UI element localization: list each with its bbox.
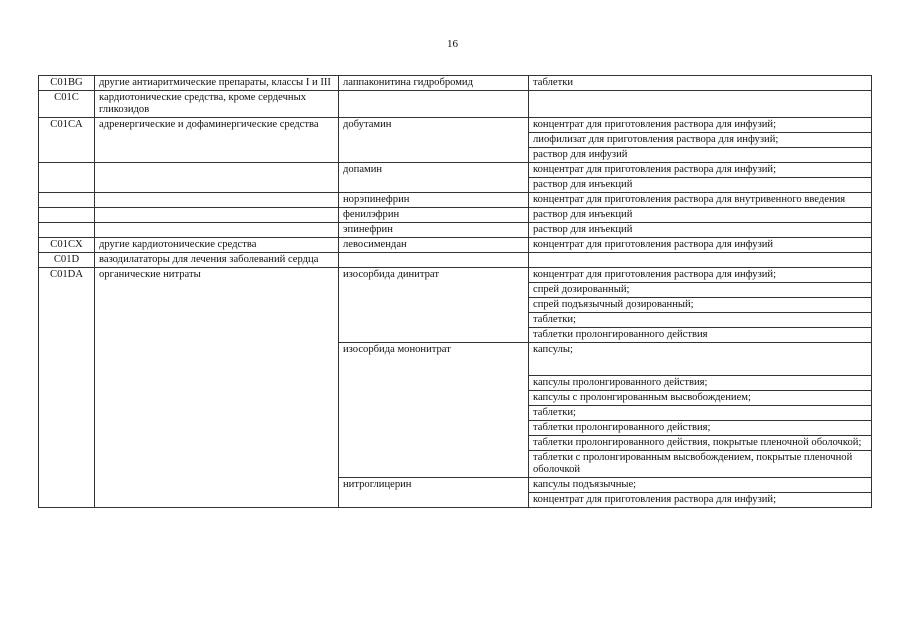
substance-cell: [339, 91, 529, 118]
dosage-form-cell: концентрат для приготовления раствора для инфузий;: [529, 118, 872, 133]
table-row: [39, 268, 872, 283]
dosage-form-cell: спрей подъязычный дозированный;: [529, 298, 872, 313]
group-name-cell: [95, 193, 339, 208]
group-name-cell: [95, 208, 339, 223]
atc-code-cell: C01D: [39, 253, 95, 268]
group-name-cell: [95, 163, 339, 193]
dosage-form-cell: раствор для инфузий: [529, 148, 872, 163]
table-row: [39, 76, 872, 91]
atc-code-cell: [39, 163, 95, 193]
dosage-form-cell: капсулы пролонгированного действия;: [529, 376, 872, 391]
group-name-cell: органические нитраты: [95, 268, 339, 508]
substance-cell: левосимендан: [339, 238, 529, 253]
substance-cell: допамин: [339, 163, 529, 193]
dosage-form-cell: таблетки пролонгированного действия;: [529, 421, 872, 436]
substance-cell: норэпинефрин: [339, 193, 529, 208]
table-row: [39, 193, 872, 208]
dosage-form-cell: [529, 253, 872, 268]
substance-cell: лаппаконитина гидробромид: [339, 76, 529, 91]
dosage-form-cell: капсулы подъязычные;: [529, 478, 872, 493]
substance-cell: изосорбида мононитрат: [339, 343, 529, 478]
page-number: 16: [447, 38, 458, 50]
group-name-cell: вазодилататоры для лечения заболеваний сердца: [95, 253, 339, 268]
dosage-form-cell: таблетки пролонгированного действия: [529, 328, 872, 343]
dosage-form-cell: раствор для инъекций: [529, 178, 872, 193]
table-row: [39, 163, 872, 178]
group-name-cell: адренергические и дофаминергические средства: [95, 118, 339, 163]
dosage-form-cell: таблетки;: [529, 313, 872, 328]
dosage-form-cell: капсулы;: [529, 343, 872, 376]
dosage-form-cell: концентрат для приготовления раствора для инфузий;: [529, 493, 872, 508]
atc-code-cell: C01CX: [39, 238, 95, 253]
group-name-cell: [95, 223, 339, 238]
table-row: [39, 238, 872, 253]
dosage-form-cell: концентрат для приготовления раствора для внутривенного введения: [529, 193, 872, 208]
dosage-form-cell: концентрат для приготовления раствора для инфузий;: [529, 268, 872, 283]
group-name-cell: другие кардиотонические средства: [95, 238, 339, 253]
dosage-form-cell: таблетки;: [529, 406, 872, 421]
dosage-form-cell: таблетки: [529, 76, 872, 91]
dosage-form-cell: лиофилизат для приготовления раствора для инфузий;: [529, 133, 872, 148]
table-row: [39, 223, 872, 238]
dosage-form-cell: капсулы с пролонгированным высвобождением;: [529, 391, 872, 406]
atc-code-cell: C01C: [39, 91, 95, 118]
group-name-cell: кардиотонические средства, кроме сердечных гликозидов: [95, 91, 339, 118]
substance-cell: добутамин: [339, 118, 529, 163]
atc-code-cell: [39, 193, 95, 208]
table-row: [39, 91, 872, 118]
drug-table: [38, 75, 872, 508]
atc-code-cell: C01CA: [39, 118, 95, 163]
substance-cell: изосорбида динитрат: [339, 268, 529, 343]
substance-cell: фенилэфрин: [339, 208, 529, 223]
dosage-form-cell: концентрат для приготовления раствора для инфузий: [529, 238, 872, 253]
atc-code-cell: [39, 208, 95, 223]
dosage-form-cell: раствор для инъекций: [529, 208, 872, 223]
atc-code-cell: [39, 223, 95, 238]
table-row: [39, 118, 872, 133]
dosage-form-cell: спрей дозированный;: [529, 283, 872, 298]
atc-code-cell: C01BG: [39, 76, 95, 91]
substance-cell: эпинефрин: [339, 223, 529, 238]
substance-cell: [339, 253, 529, 268]
group-name-cell: другие антиаритмические препараты, классы I и III: [95, 76, 339, 91]
dosage-form-cell: раствор для инъекций: [529, 223, 872, 238]
dosage-form-cell: концентрат для приготовления раствора для инфузий;: [529, 163, 872, 178]
atc-code-cell: C01DA: [39, 268, 95, 508]
table-row: [39, 253, 872, 268]
dosage-form-cell: таблетки с пролонгированным высвобождением, покрытые пленочной оболочкой: [529, 451, 872, 478]
dosage-form-cell: таблетки пролонгированного действия, покрытые пленочной оболочкой;: [529, 436, 872, 451]
table-row: [39, 208, 872, 223]
substance-cell: нитроглицерин: [339, 478, 529, 508]
dosage-form-cell: [529, 91, 872, 118]
